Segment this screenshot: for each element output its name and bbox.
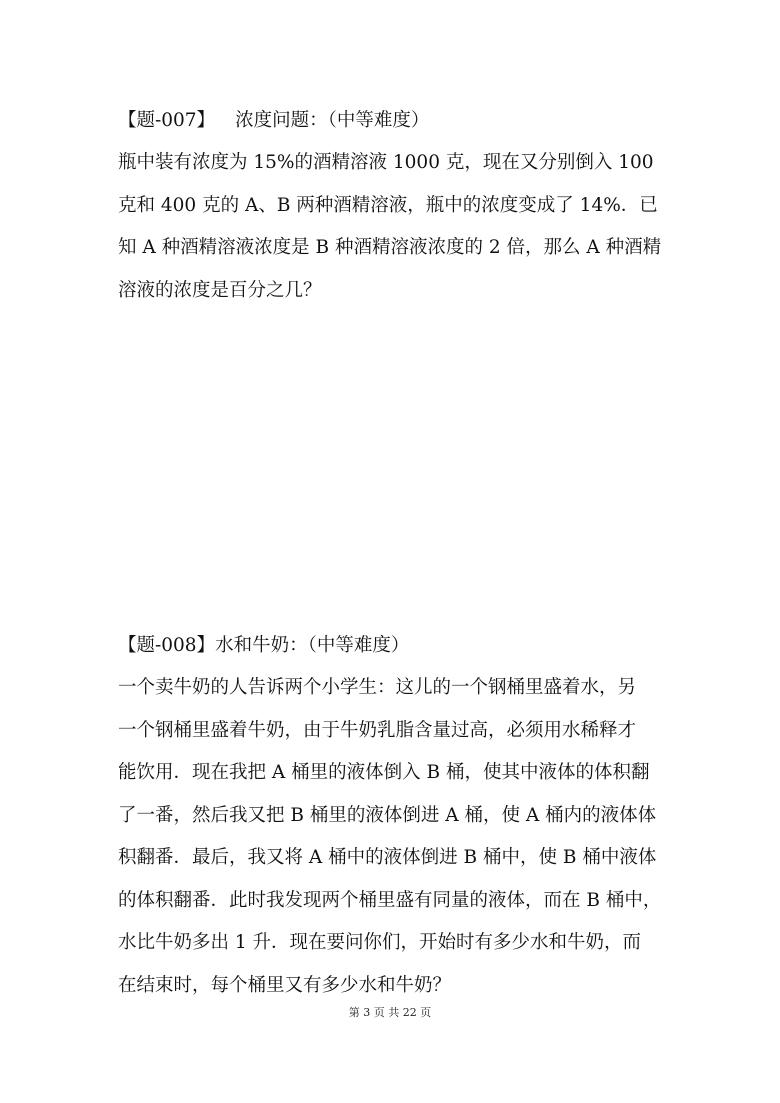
- problem-line: 知 A 种酒精溶液浓度是 B 种酒精溶液浓度的 2 倍，那么 A 种酒精: [118, 237, 662, 258]
- problem-line: 水比牛奶多出 1 升．现在要问你们，开始时有多少水和牛奶，而: [118, 932, 642, 953]
- problem-008: [118, 625, 666, 1007]
- problem-line: 一个卖牛奶的人告诉两个小学生：这儿的一个钢桶里盛着水，另: [118, 677, 637, 698]
- problem-line: 克和 400 克的 A、B 两种酒精溶液，瓶中的浓度变成了 14%．已: [118, 194, 658, 216]
- problem-line: 的体积翻番．此时我发现两个桶里盛有同量的液体，而在 B 桶中，: [118, 889, 662, 911]
- problem-heading: [118, 100, 666, 142]
- problem-line: 瓶中装有浓度为 15%的酒精溶液 1000 克，现在又分别倒入 100: [118, 152, 654, 173]
- problem-title: 浓度问题：（中等难度）: [235, 110, 430, 131]
- problem-007: [118, 100, 666, 312]
- problem-tag: 【题-007】: [118, 110, 216, 131]
- page-footer: 第 3 页 共 22 页: [348, 1006, 432, 1019]
- problem-line: 溶液的浓度是百分之几？: [118, 279, 322, 301]
- problem-line: 能饮用．现在我把 A 桶里的液体倒入 B 桶，使其中液体的体积翻: [118, 762, 650, 783]
- problem-line: 积翻番．最后，我又将 A 桶中的液体倒进 B 桶中，使 B 桶中液体: [118, 847, 657, 868]
- problem-title: 水和牛奶：（中等难度）: [215, 635, 410, 656]
- problem-body: [118, 142, 666, 312]
- problem-tag: 【题-008】: [118, 635, 216, 656]
- problem-line: 在结束时，每个桶里又有多少水和牛奶？: [118, 974, 452, 996]
- problem-heading: [118, 625, 666, 667]
- problem-line: 一个钢桶里盛着牛奶，由于牛奶乳脂含量过高，必须用水稀释才: [118, 719, 637, 741]
- problem-body: [118, 667, 666, 1007]
- problem-line: 了一番，然后我又把 B 桶里的液体倒进 A 桶，使 A 桶内的液体体: [118, 804, 657, 826]
